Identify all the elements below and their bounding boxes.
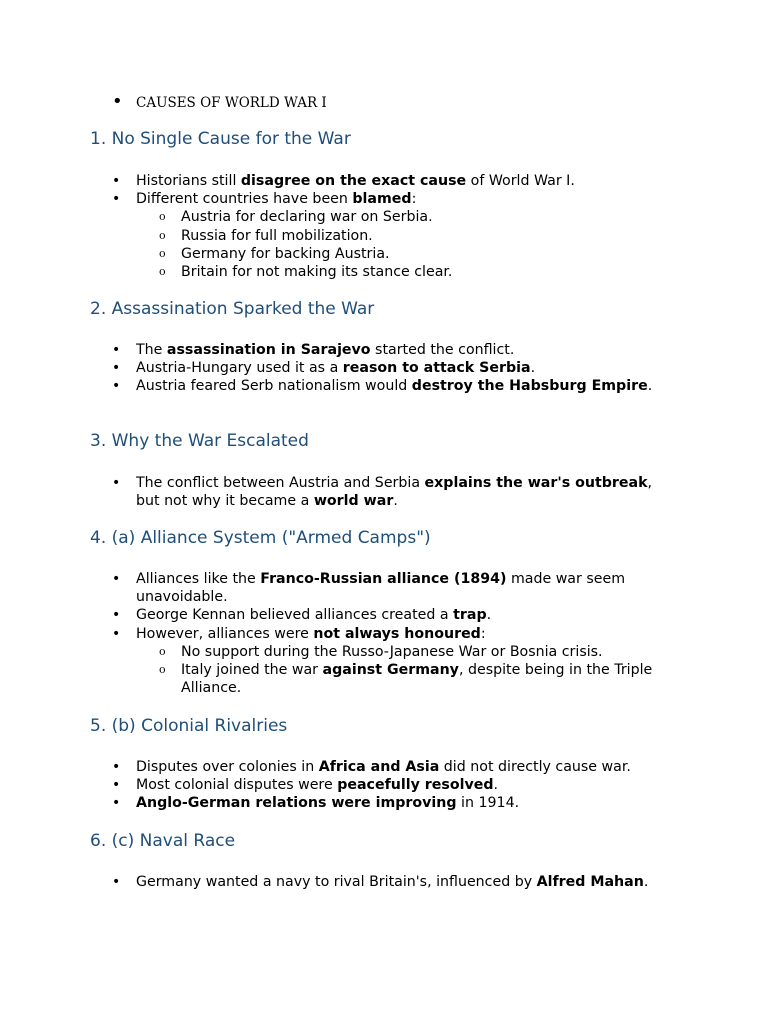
bullet-icon: • (112, 571, 121, 587)
bullet-icon: • (112, 795, 121, 812)
text-run: made war seem unavoidable. (136, 571, 626, 606)
list-item (0, 377, 666, 395)
text-run: No support during the Russo-Japanese War or Bosnia crisis. (181, 643, 603, 660)
text-run: started the conflict. (370, 342, 515, 358)
bold-text: Franco-Russian alliance (1894) (260, 571, 507, 587)
bold-text: Africa and Asia (318, 759, 440, 775)
list-item (0, 341, 666, 359)
bullet-icon: • (112, 874, 121, 890)
bold-text: Alfred Mahan (536, 874, 644, 890)
text-run: did not directly cause war. (439, 759, 631, 775)
bullet-icon: • (112, 378, 121, 395)
bullet-list (0, 758, 666, 813)
text-run: The (136, 342, 167, 358)
sub-list-item (0, 263, 671, 281)
bullet-list (0, 570, 671, 697)
bullet-icon: • (112, 475, 121, 491)
list-item (0, 172, 666, 190)
text-run: Disputes over colonies in (136, 759, 319, 775)
text-run: Britain for not making its stance clear. (181, 264, 453, 281)
sub-list-item (0, 227, 671, 245)
list-item (0, 359, 666, 377)
list-item (0, 190, 666, 208)
text-run: Austria-Hungary used it as a (136, 360, 343, 377)
text-run: . (643, 874, 649, 890)
sub-list-item (0, 245, 671, 263)
text-run: Most colonial disputes were (136, 777, 338, 794)
text-run: Austria for declaring war on Serbia. (181, 209, 433, 226)
bold-text: not always honoured (313, 625, 481, 642)
text-run: of World War I. (466, 173, 575, 189)
bullet-icon: • (112, 607, 121, 624)
bullet-icon: • (112, 191, 121, 208)
list-item (0, 776, 666, 794)
sub-bullet-icon: o (159, 228, 166, 242)
text-run: The conflict between Austria and Serbia (136, 475, 425, 491)
text-run: in 1914. (456, 795, 520, 812)
list-item (0, 570, 666, 606)
text-run: . (393, 493, 398, 510)
list-item (0, 794, 666, 812)
bullet-list (0, 873, 666, 891)
text-run: Italy joined the war (181, 662, 323, 679)
text-run: . (530, 360, 536, 377)
bullet-list (0, 341, 666, 396)
text-run: . (486, 607, 492, 624)
sub-list-item (0, 208, 671, 226)
bold-text: disagree on the exact cause (240, 173, 467, 189)
text-run: : (480, 625, 486, 642)
bullet-icon: • (112, 777, 121, 794)
bullet-icon: • (112, 91, 123, 112)
section-heading: 4. (a) Alliance System ("Armed Camps") (90, 528, 431, 548)
text-run: , but not why it became a (136, 475, 653, 510)
bullet-list (0, 172, 671, 281)
section-heading: 2. Assassination Sparked the War (90, 299, 375, 319)
text-run: Russia for full mobilization. (181, 227, 373, 244)
text-run: Historians still (136, 173, 241, 189)
text-run: . (493, 777, 498, 794)
bold-text: world war (313, 493, 394, 510)
bold-text: reason to attack Serbia (342, 360, 531, 377)
document-title: CAUSES OF WORLD WAR I (136, 95, 327, 111)
bullet-icon: • (112, 342, 121, 358)
text-run: . (647, 378, 653, 395)
section-heading: 5. (b) Colonial Rivalries (90, 716, 288, 736)
bold-text: assassination in Sarajevo (166, 342, 371, 358)
bold-text: Anglo-German relations were improving (136, 795, 457, 812)
list-item (0, 474, 666, 510)
section-heading: 6. (c) Naval Race (90, 831, 236, 851)
bullet-list (0, 474, 666, 510)
bold-text: peacefully resolved (337, 777, 494, 794)
bullet-icon: • (112, 360, 121, 377)
sub-bullet-icon: o (159, 210, 166, 224)
text-run: However, alliances were (136, 625, 314, 642)
text-run: Austria feared Serb nationalism would (136, 378, 412, 395)
list-item (0, 758, 666, 776)
section-heading: 1. No Single Cause for the War (90, 129, 351, 149)
bold-text: trap (453, 607, 487, 624)
sub-list-item (0, 661, 671, 697)
text-run: Germany for backing Austria. (181, 245, 390, 262)
bold-text: explains the war's outbreak (424, 475, 648, 491)
sub-list-item (0, 643, 671, 661)
sub-bullet-icon: o (159, 663, 166, 677)
text-run: George Kennan believed alliances created a (136, 607, 454, 624)
sub-bullet-icon: o (159, 265, 166, 279)
section-heading: 3. Why the War Escalated (90, 431, 309, 451)
bullet-icon: • (112, 173, 121, 189)
bullet-icon: • (112, 759, 121, 775)
list-item (0, 625, 666, 643)
sub-bullet-icon: o (159, 246, 166, 260)
text-run: Different countries have been (136, 191, 353, 208)
text-run: : (411, 191, 417, 208)
text-run: Alliances like the (136, 571, 261, 587)
list-item (0, 873, 666, 891)
sub-bullet-icon: o (159, 644, 166, 658)
text-run: Germany wanted a navy to rival Britain's, influenced by (136, 874, 537, 890)
bold-text: blamed (352, 191, 412, 208)
list-item (0, 606, 666, 624)
text-run: , despite being in the Triple Alliance. (181, 662, 653, 697)
bullet-icon: • (112, 625, 121, 642)
bold-text: destroy the Habsburg Empire (411, 378, 648, 395)
bold-text: against Germany (322, 662, 459, 679)
